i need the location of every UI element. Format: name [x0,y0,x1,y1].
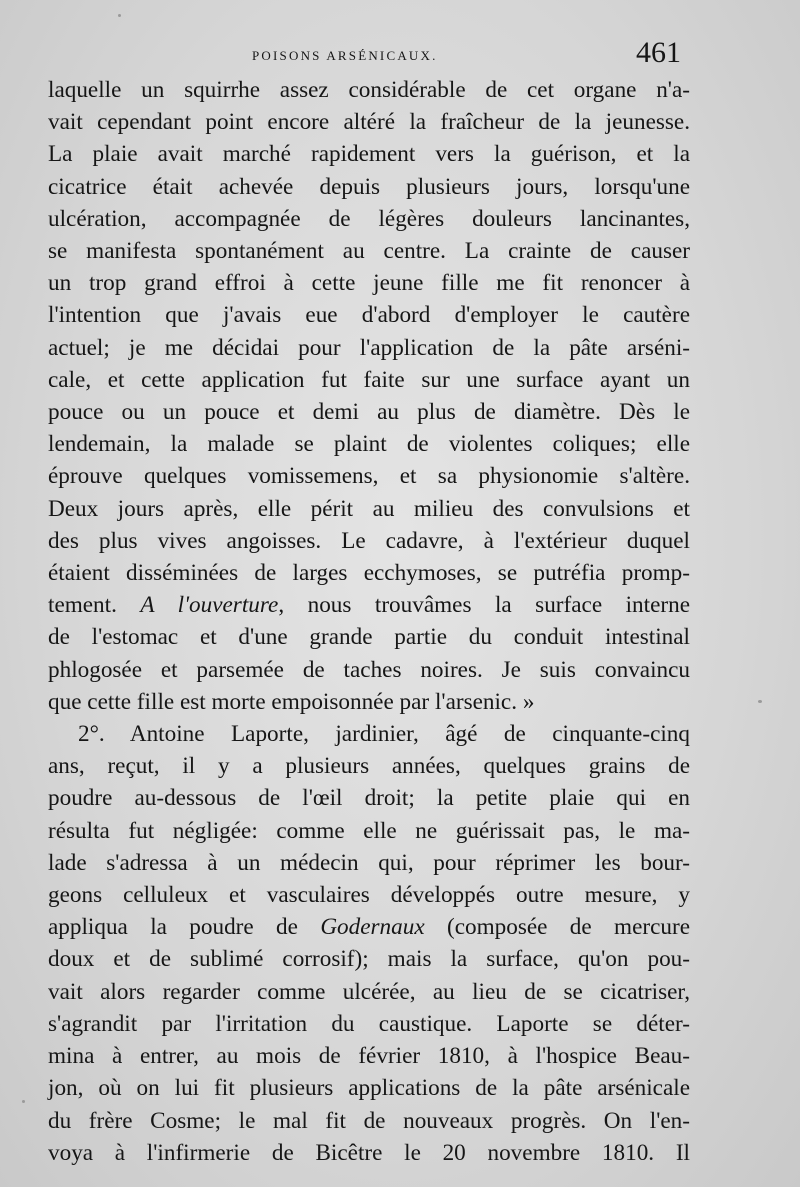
text-line: laquelle un squirrhe assez considérable de cet organe n'a- [48,77,690,103]
text-line: ulcération, accompagnée de légères douleurs lancinantes, [48,205,690,232]
italic-phrase: A l'ouverture [140,592,279,619]
text-segment: appliqua la poudre de [48,914,321,941]
text-line: La plaie avait marché rapidement vers la guérison, et la [48,141,690,168]
text-line: actuel; je me décidai pour l'application de la pâte arséni- [48,334,690,361]
text-line: se manifesta spontanément au centre. La crainte de causer [48,238,690,265]
text-line: des plus vives angoisses. Le cadavre, à l'extérieur duquel [48,527,690,554]
text-line: que cette fille est morte empoisonnée par l'arsenic. » [48,688,535,715]
text-line: résulta fut négligée: comme elle ne guérissait pas, le ma- [48,817,690,844]
text-line: vait cependant point encore altéré la fraîcheur de la jeunesse. [48,109,690,136]
text-line: ans, reçut, il y a plusieurs années, quelques grains de [48,753,690,780]
text-segment: tement. [48,592,141,619]
text-line: pouce ou un pouce et demi au plus de diamètre. Dès le [48,399,690,426]
text-line: de l'estomac et d'une grande partie du conduit intestinal [48,624,690,651]
text-line: Deux jours après, elle périt au milieu des convulsions et [48,495,690,522]
text-line: du frère Cosme; le mal fit de nouveaux progrès. On l'en- [48,1107,690,1134]
page-number: 461 [636,36,681,69]
running-title: POISONS ARSÉNICAUX. [252,48,438,63]
text-line: cale, et cette application fut faite sur une surface ayant un [48,366,690,393]
paper-speck [118,14,121,17]
text-line: poudre au-dessous de l'œil droit; la petite plaie qui en [48,785,690,812]
text-line: un trop grand effroi à cette jeune fille me fit renoncer à [48,270,690,297]
text-line: éprouve quelques vomissemens, et sa physionomie s'altère. [48,463,690,490]
text-line: s'agrandit par l'irritation du caustique. Laporte se déter- [48,1010,690,1037]
text-line [48,589,690,621]
text-line: cicatrice était achevée depuis plusieurs jours, lorsqu'une [48,173,690,200]
paper-speck [758,700,762,703]
text-line: vait alors regarder comme ulcérée, au lieu de se cicatriser, [48,978,690,1005]
text-line [48,911,690,943]
text-line: geons celluleux et vasculaires développés outre mesure, y [48,882,690,909]
italic-phrase: Godernaux [320,914,425,941]
text-line: lade s'adressa à un médecin qui, pour réprimer les bour- [48,849,690,876]
text-line: mina à entrer, au mois de février 1810, à l'hospice Beau- [48,1043,690,1070]
paper-speck [22,1100,25,1103]
text-segment: , nous trouvâmes la surface interne [278,592,690,619]
text-segment: (composée de mercure [424,914,690,941]
text-line: l'intention que j'avais eue d'abord d'employer le cautère [48,302,690,329]
text-line: 2°. Antoine Laporte, jardinier, âgé de cinquante-cinq [78,721,690,748]
text-line: jon, où on lui fit plusieurs applications de la pâte arsénicale [48,1075,690,1102]
running-head [0,36,800,76]
text-line: voya à l'infirmerie de Bicêtre le 20 novembre 1810. Il [48,1139,690,1166]
text-line: lendemain, la malade se plaint de violentes coliques; elle [48,431,690,458]
body-text [48,74,690,1169]
text-line: phlogosée et parsemée de taches noires. Je suis convaincu [48,656,690,683]
text-line: doux et de sublimé corrosif); mais la surface, qu'on pou- [48,946,690,973]
text-line: étaient disséminées de larges ecchymoses, se putréfia promp- [48,560,690,587]
